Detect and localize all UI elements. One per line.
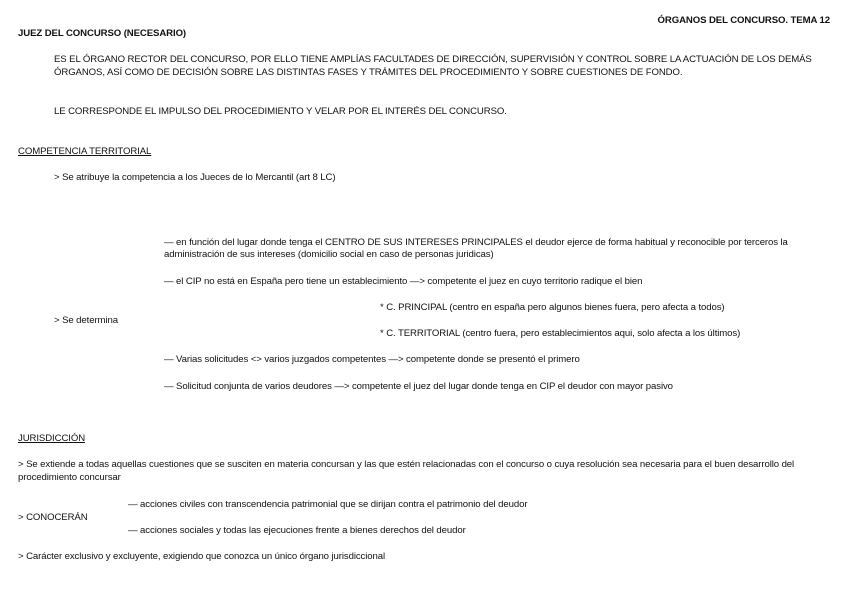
- intro-paragraph-2: LE CORRESPONDE EL IMPULSO DEL PROCEDIMIENTO Y VELAR POR EL INTERÉS DEL CONCURSO.: [54, 106, 507, 117]
- competencia-determina-label: > Se determina: [54, 315, 118, 326]
- document-title: ÓRGANOS DEL CONCURSO. TEMA 12: [657, 15, 830, 26]
- jurisdiccion-caracter: > Carácter exclusivo y excluyente, exigiendo que conozca un único órgano jurisdiccional: [18, 551, 386, 562]
- jurisdiccion-item-sociales: — acciones sociales y todas las ejecuciones frente a bienes derechos del deudor: [128, 525, 466, 536]
- jurisdiccion-extiende: > Se extiende a todas aquellas cuestiones que se susciten en materia concursan y las que estén relacionadas con el concurso o cuya resolución sea necesaria para el buen desarrollo del procedimiento concursar: [18, 459, 795, 483]
- intro-paragraph: ES EL ÓRGANO RECTOR DEL CONCURSO, POR ELLO TIENE AMPLÍAS FACULTADES DE DIRECCIÓN, SUPERVISIÓN Y CONTROL SOBRE LA ACTUACIÓN DE LOS DEMÁS ÓRGANOS, ASÍ COMO DE DECISIÓN SOBRE LAS DISTINTAS FASES Y TRÁMITES DEL PROCEDIMIENTO Y SOBRE CUESTIONES DE FONDO.: [54, 54, 812, 78]
- section-title: JUEZ DEL CONCURSO (NECESARIO): [18, 28, 187, 39]
- competencia-heading: COMPETENCIA TERRITORIAL: [18, 146, 152, 157]
- competencia-item-establecimiento: — el CIP no está en España pero tiene un establecimiento —> competente el juez en cuyo territorio radique el bien: [164, 276, 643, 287]
- competencia-item-varias-solicitudes: — Varias solicitudes <> varios juzgados competentes —> competente donde se presentó el primero: [164, 354, 580, 365]
- competencia-sub-principal: * C. PRINCIPAL (centro en españa pero algunos bienes fuera, pero afecta a todos): [380, 302, 725, 313]
- jurisdiccion-heading: JURISDICCIÓN: [18, 433, 86, 444]
- jurisdiccion-conoceran-label: > CONOCERÁN: [18, 512, 88, 523]
- competencia-atribuye: > Se atribuye la competencia a los Jueces de lo Mercantil (art 8 LC): [54, 172, 336, 183]
- competencia-item-solicitud-conjunta: — Solicitud conjunta de varios deudores —> competente el juez del lugar donde tenga en CIP el deudor con mayor pasivo: [164, 381, 673, 392]
- competencia-item-cip: — en función del lugar donde tenga el CENTRO DE SUS INTERESES PRINCIPALES el deudor ejerce de forma habitual y reconocible por terceros la administración de sus intereses (domicilio social en caso de personas juridicas): [164, 237, 788, 260]
- competencia-sub-territorial: * C. TERRITORIAL (centro fuera, pero establecimientos aqui, solo afecta a los últimos): [380, 328, 741, 339]
- jurisdiccion-item-civiles: — acciones civiles con transcendencia patrimonial que se dirijan contra el patrimonio del deudor: [128, 499, 528, 510]
